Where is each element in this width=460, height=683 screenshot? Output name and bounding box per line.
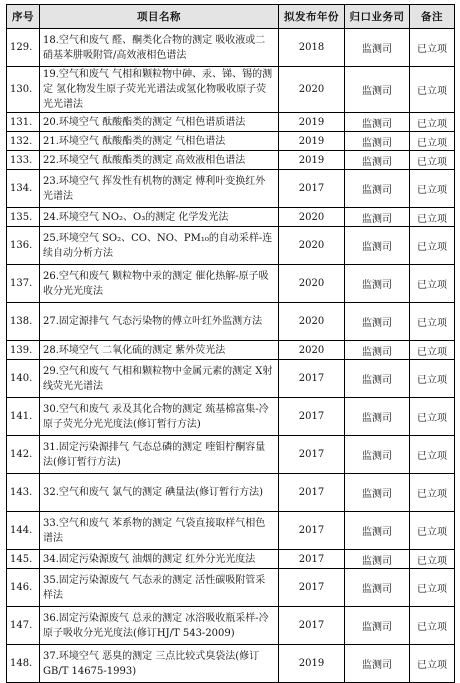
cell-project-name: 32.空气和废气 氯气的测定 碘量法(修订暂行方法) [40, 474, 279, 512]
table-row [7, 208, 455, 227]
cell-department: 监测司 [345, 436, 410, 474]
cell-project-name: 35.固定污染源废气 气态汞的测定 活性碳吸附管采样法 [40, 569, 279, 607]
cell-department: 监测司 [345, 151, 410, 170]
table-row [7, 29, 455, 67]
cell-remark: 已立项 [410, 360, 455, 398]
cell-project-name: 25.环境空气 SO₂、CO、NO、PM₁₀的自动采样-连续自动分析方法 [40, 227, 279, 265]
cell-remark: 已立项 [410, 29, 455, 67]
cell-project-name: 24.环境空气 NO₂、O₃的测定 化学发光法 [40, 208, 279, 227]
cell-project-name: 21.环境空气 酞酸酯类的测定 气相色谱法 [40, 132, 279, 151]
cell-department: 监测司 [345, 341, 410, 360]
cell-project-name: 18.空气和废气 醛、酮类化合物的测定 吸收液或二硝基苯肼吸附管/高效液相色谱法 [40, 29, 279, 67]
cell-remark: 已立项 [410, 398, 455, 436]
cell-release-year: 2017 [279, 398, 345, 436]
cell-serial-number: 142. [7, 436, 40, 474]
cell-remark: 已立项 [410, 436, 455, 474]
table-row [7, 303, 455, 341]
cell-release-year: 2020 [279, 208, 345, 227]
cell-project-name: 22.环境空气 酞酸酯类的测定 高效液相色谱法 [40, 151, 279, 170]
table-row [7, 227, 455, 265]
cell-release-year: 2020 [279, 265, 345, 303]
table-row [7, 170, 455, 208]
cell-release-year: 2017 [279, 436, 345, 474]
cell-remark: 已立项 [410, 227, 455, 265]
cell-department: 监测司 [345, 512, 410, 550]
cell-department: 监测司 [345, 550, 410, 569]
cell-serial-number: 134. [7, 170, 40, 208]
cell-remark: 已立项 [410, 113, 455, 132]
cell-department: 监测司 [345, 170, 410, 208]
cell-serial-number: 141. [7, 398, 40, 436]
cell-serial-number: 148. [7, 645, 40, 683]
table-header-row [7, 5, 455, 29]
cell-project-name: 31.固定污染源排气 气态总磷的测定 喹钼柠酮容量法(修订暂行方法) [40, 436, 279, 474]
cell-remark: 已立项 [410, 645, 455, 683]
cell-serial-number: 144. [7, 512, 40, 550]
cell-release-year: 2020 [279, 303, 345, 341]
cell-project-name: 34.固定污染源废气 油烟的测定 红外分光光度法 [40, 550, 279, 569]
table-row [7, 360, 455, 398]
cell-remark: 已立项 [410, 265, 455, 303]
cell-serial-number: 146. [7, 569, 40, 607]
cell-remark: 已立项 [410, 512, 455, 550]
header-remark: 备注 [410, 5, 455, 29]
cell-project-name: 26.空气和废气 颗粒物中汞的测定 催化热解-原子吸收分光光度法 [40, 265, 279, 303]
cell-project-name: 29.空气和废气 气相和颗粒物中金属元素的测定 X射线荧光光谱法 [40, 360, 279, 398]
table-row [7, 398, 455, 436]
cell-department: 监测司 [345, 227, 410, 265]
cell-project-name: 20.环境空气 酞酸酯类的测定 气相色谱质谱法 [40, 113, 279, 132]
cell-serial-number: 138. [7, 303, 40, 341]
cell-project-name: 33.空气和废气 苯系物的测定 气袋直接取样气相色谱法 [40, 512, 279, 550]
cell-release-year: 2020 [279, 67, 345, 113]
table-row [7, 113, 455, 132]
cell-remark: 已立项 [410, 474, 455, 512]
cell-release-year: 2019 [279, 151, 345, 170]
cell-serial-number: 145. [7, 550, 40, 569]
table-row [7, 645, 455, 683]
cell-release-year: 2017 [279, 360, 345, 398]
cell-department: 监测司 [345, 569, 410, 607]
cell-serial-number: 136. [7, 227, 40, 265]
cell-department: 监测司 [345, 113, 410, 132]
table-row [7, 151, 455, 170]
cell-release-year: 2017 [279, 474, 345, 512]
cell-department: 监测司 [345, 645, 410, 683]
header-release-year: 拟发布年份 [279, 5, 345, 29]
cell-serial-number: 132. [7, 132, 40, 151]
table-row [7, 132, 455, 151]
cell-release-year: 2018 [279, 29, 345, 67]
cell-department: 监测司 [345, 474, 410, 512]
cell-release-year: 2017 [279, 512, 345, 550]
cell-project-name: 28.环境空气 二氧化硫的测定 紫外荧光法 [40, 341, 279, 360]
cell-serial-number: 131. [7, 113, 40, 132]
cell-serial-number: 147. [7, 607, 40, 645]
cell-department: 监测司 [345, 208, 410, 227]
cell-project-name: 27.固定源排气 气态污染物的傅立叶红外监测方法 [40, 303, 279, 341]
cell-remark: 已立项 [410, 67, 455, 113]
cell-remark: 已立项 [410, 607, 455, 645]
cell-serial-number: 143. [7, 474, 40, 512]
table-row [7, 67, 455, 113]
cell-project-name: 36.固定污染源废气 总汞的测定 冰浴吸收瓶采样-冷原子吸收分光光度法(修订HJ/T 543-2009) [40, 607, 279, 645]
cell-serial-number: 135. [7, 208, 40, 227]
cell-serial-number: 139. [7, 341, 40, 360]
cell-remark: 已立项 [410, 208, 455, 227]
cell-project-name: 23.环境空气 挥发性有机物的测定 傅利叶变换红外光谱法 [40, 170, 279, 208]
cell-release-year: 2017 [279, 569, 345, 607]
cell-release-year: 2020 [279, 341, 345, 360]
table-row [7, 607, 455, 645]
table-row [7, 550, 455, 569]
cell-department: 监测司 [345, 29, 410, 67]
cell-project-name: 19.空气和废气 气相和颗粒物中砷、汞、锑、锡的测定 氢化物发生原子荧光光谱法或氢化物吸收原子荧光光谱法 [40, 67, 279, 113]
cell-serial-number: 137. [7, 265, 40, 303]
table-row [7, 265, 455, 303]
cell-release-year: 2017 [279, 607, 345, 645]
standards-table [6, 4, 455, 683]
header-project-name: 项目名称 [40, 5, 279, 29]
cell-serial-number: 130. [7, 67, 40, 113]
cell-remark: 已立项 [410, 151, 455, 170]
cell-serial-number: 140. [7, 360, 40, 398]
cell-department: 监测司 [345, 398, 410, 436]
table-row [7, 569, 455, 607]
cell-serial-number: 133. [7, 151, 40, 170]
cell-remark: 已立项 [410, 170, 455, 208]
cell-serial-number: 129. [7, 29, 40, 67]
table-row [7, 512, 455, 550]
table-row [7, 341, 455, 360]
cell-project-name: 30.空气和废气 汞及其化合物的测定 巯基棉富集-冷原子荧光分光光度法(修订暂行方法) [40, 398, 279, 436]
cell-release-year: 2019 [279, 132, 345, 151]
header-serial-number: 序号 [7, 5, 40, 29]
cell-remark: 已立项 [410, 303, 455, 341]
table-row [7, 474, 455, 512]
header-department: 归口业务司 [345, 5, 410, 29]
cell-remark: 已立项 [410, 569, 455, 607]
cell-department: 监测司 [345, 132, 410, 151]
cell-department: 监测司 [345, 67, 410, 113]
cell-department: 监测司 [345, 607, 410, 645]
cell-remark: 已立项 [410, 341, 455, 360]
cell-project-name: 37.环境空气 恶臭的测定 三点比较式臭袋法(修订GB/T 14675-1993) [40, 645, 279, 683]
cell-release-year: 2017 [279, 550, 345, 569]
cell-remark: 已立项 [410, 550, 455, 569]
cell-department: 监测司 [345, 265, 410, 303]
table-row [7, 436, 455, 474]
cell-release-year: 2019 [279, 645, 345, 683]
cell-department: 监测司 [345, 303, 410, 341]
cell-remark: 已立项 [410, 132, 455, 151]
cell-release-year: 2019 [279, 113, 345, 132]
cell-department: 监测司 [345, 360, 410, 398]
cell-release-year: 2017 [279, 170, 345, 208]
cell-release-year: 2020 [279, 227, 345, 265]
